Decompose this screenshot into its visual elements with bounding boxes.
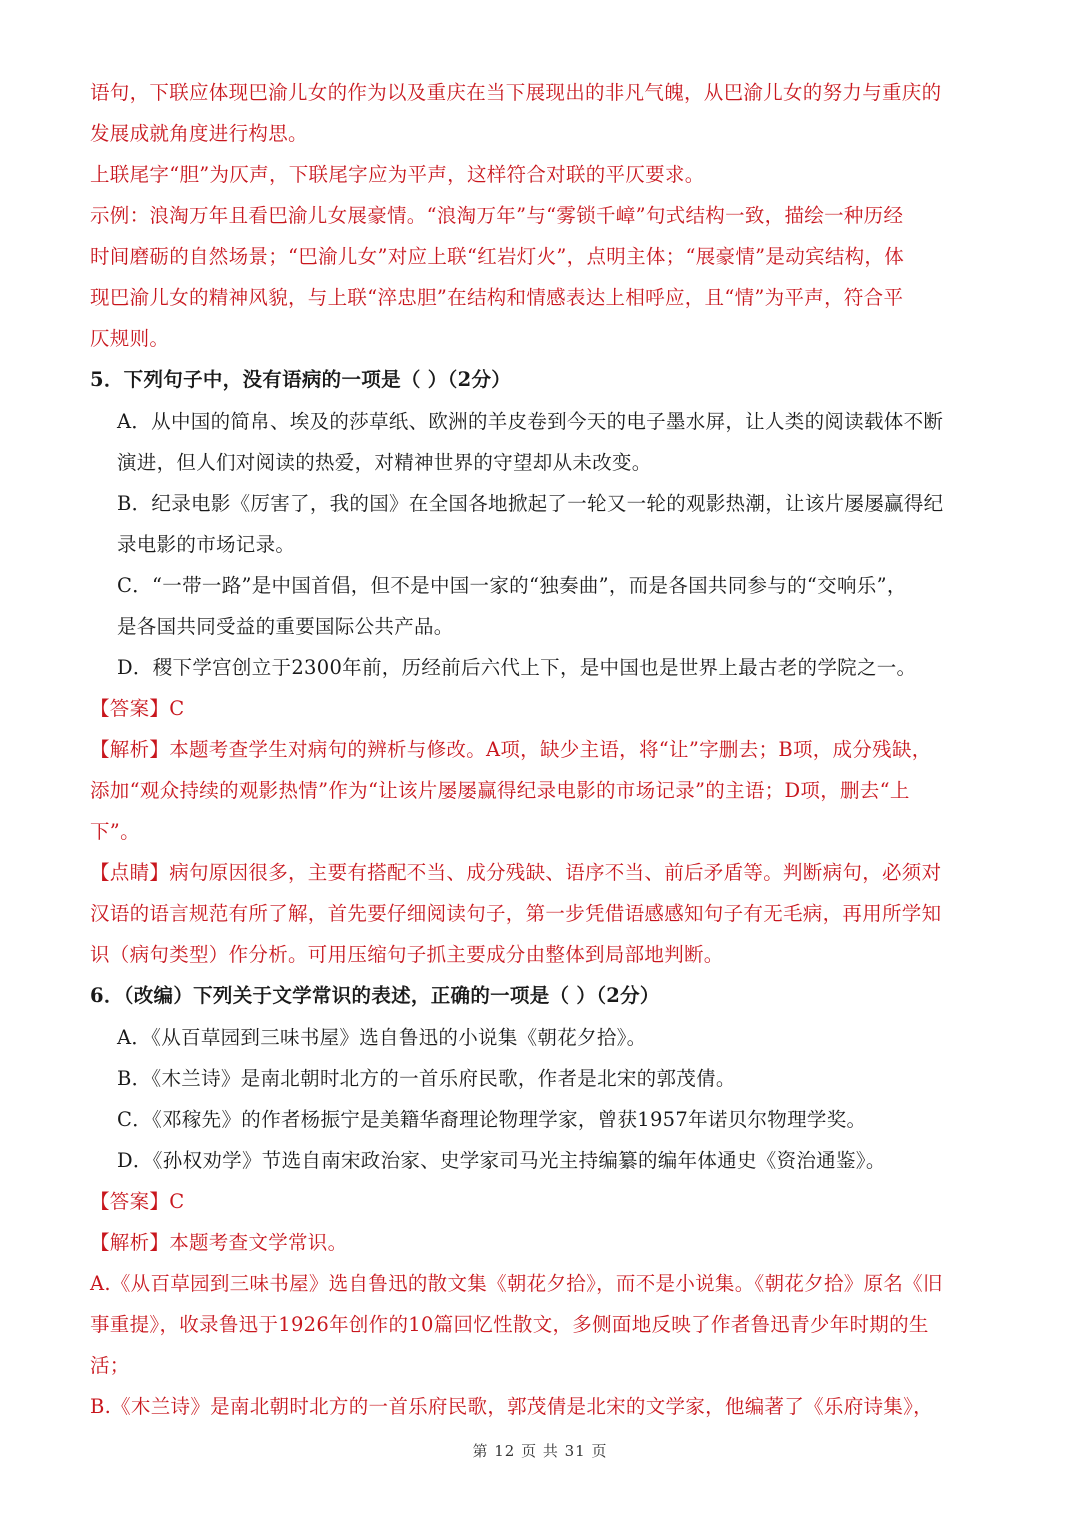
analysis-text: 添加“观众持续的观影热情”作为“让该片屡屡赢得纪录电影的市场记录”的主语；D项，删去“上 bbox=[90, 779, 910, 802]
analysis-text: 下”。 bbox=[90, 820, 140, 843]
question-5-stem: 5．下列句子中，没有语病的一项是（ ）（2分） bbox=[90, 368, 512, 391]
question-6-option-c: C．《邓稼先》的作者杨振宁是美籍华裔理论物理学家，曾获1957年诺贝尔物理学奖。 bbox=[117, 1108, 867, 1131]
text-line: 现巴渝儿女的精神风貌，与上联“淬忠胆”在结构和情感表达上相呼应，且“情”为平声，符合平 bbox=[90, 286, 904, 309]
text-line: 上联尾字“胆”为仄声，下联尾字应为平声，这样符合对联的平仄要求。 bbox=[90, 163, 705, 186]
answer-label: 【答案】C bbox=[90, 1190, 185, 1213]
text-line: 发展成就角度进行构思。 bbox=[90, 122, 308, 145]
text-line: 时间磨砺的自然场景；“巴渝儿女”对应上联“红岩灯火”，点明主体；“展豪情”是动宾结构，体 bbox=[90, 245, 905, 268]
question-6-stem: 6．（改编）下列关于文学常识的表述，正确的一项是（ ）（2分） bbox=[90, 984, 660, 1007]
answer-label: 【答案】C bbox=[90, 697, 185, 720]
text-line: 语句，下联应体现巴渝儿女的作为以及重庆在当下展现出的非凡气魄，从巴渝儿女的努力与重庆的 bbox=[90, 81, 942, 104]
analysis-text: 【解析】本题考查学生对病句的辨析与修改。A项，缺少主语，将“让”字删去；B项，成分残缺， bbox=[90, 738, 932, 761]
text-line: 示例：浪淘万年且看巴渝儿女展豪情。“浪淘万年”与“雾锁千嶂”句式结构一致，描绘一种历经 bbox=[90, 204, 904, 227]
question-6-option-b: B．《木兰诗》是南北朝时北方的一首乐府民歌，作者是北宋的郭茂倩。 bbox=[117, 1067, 736, 1090]
question-5-option-a: A．从中国的简帛、埃及的莎草纸、欧洲的羊皮卷到今天的电子墨水屏，让人类的阅读载体不断 bbox=[117, 410, 944, 433]
question-5-option-d: D．稷下学宫创立于2300年前，历经前后六代上下，是中国也是世界上最古老的学院之一。 bbox=[117, 656, 917, 679]
question-6-option-a: A．《从百草园到三味书屋》选自鲁迅的小说集《朝花夕拾》。 bbox=[117, 1026, 647, 1049]
text-line: 仄规则。 bbox=[90, 327, 170, 350]
analysis-text: 【解析】本题考查文学常识。 bbox=[90, 1231, 348, 1254]
analysis-text: A.《从百草园到三味书屋》选自鲁迅的散文集《朝花夕拾》，而不是小说集。《朝花夕拾》原名《旧 bbox=[90, 1272, 943, 1295]
tip-text: 【点睛】病句原因很多，主要有搭配不当、成分残缺、语序不当、前后矛盾等。判断病句，必须对 bbox=[90, 861, 942, 884]
question-5-option-a-cont: 演进，但人们对阅读的热爱，对精神世界的守望却从未改变。 bbox=[117, 451, 652, 474]
tip-text: 汉语的语言规范有所了解，首先要仔细阅读句子，第一步凭借语感感知句子有无毛病，再用所学知 bbox=[90, 902, 942, 925]
tip-text: 识（病句类型）作分析。可用压缩句子抓主要成分由整体到局部地判断。 bbox=[90, 943, 724, 966]
page-footer: 第 12 页 共 31 页 bbox=[472, 1442, 608, 1460]
analysis-text: 事重提》，收录鲁迅于1926年创作的10篇回忆性散文，多侧面地反映了作者鲁迅青少年时期的生 bbox=[90, 1313, 929, 1336]
question-5-option-c: C．“一带一路”是中国首倡，但不是中国一家的“独奏曲”，而是各国共同参与的“交响乐”， bbox=[117, 574, 907, 597]
analysis-text: B.《木兰诗》是南北朝时北方的一首乐府民歌，郭茂倩是北宋的文学家，他编著了《乐府诗集》， bbox=[90, 1395, 933, 1418]
question-5-option-b: B．纪录电影《厉害了，我的国》在全国各地掀起了一轮又一轮的观影热潮，让该片屡屡赢得纪 bbox=[117, 492, 944, 515]
question-6-option-d: D．《孙权劝学》节选自南宋政治家、史学家司马光主持编纂的编年体通史《资治通鉴》。 bbox=[117, 1149, 886, 1172]
question-5-option-c-cont: 是各国共同受益的重要国际公共产品。 bbox=[117, 615, 454, 638]
question-5-option-b-cont: 录电影的市场记录。 bbox=[117, 533, 296, 556]
analysis-text: 活； bbox=[90, 1354, 130, 1377]
